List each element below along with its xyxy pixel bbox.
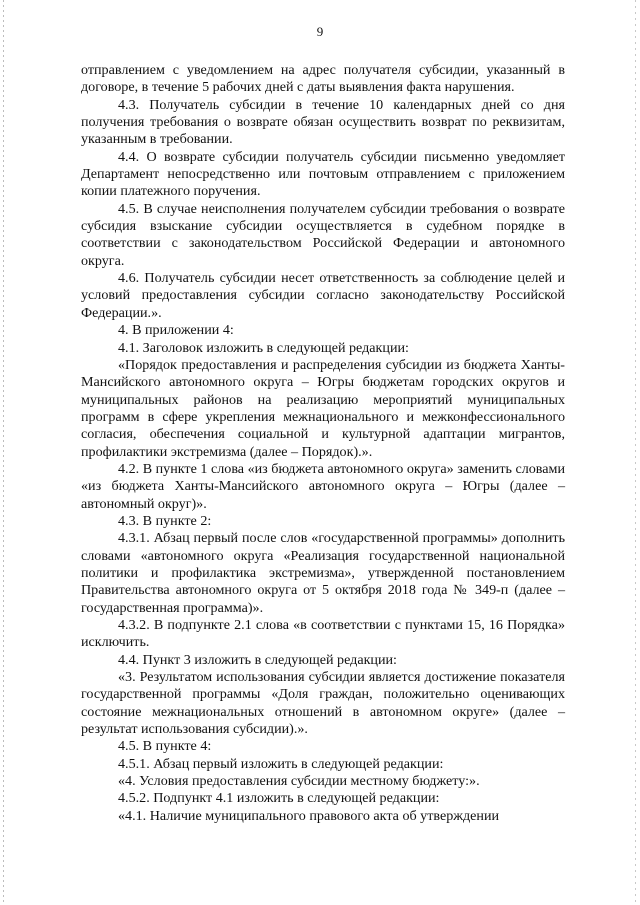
paragraph-4-2: 4.2. В пункте 1 слова «из бюджета автономного округа» заменить словами «из бюджета Ханты-Мансийского автономного округа – Югры (далее – автономный округ)».: [81, 460, 565, 512]
paragraph-continuation: отправлением с уведомлением на адрес получателя субсидии, указанный в договоре, в течение 5 рабочих дней с даты выявления факта нарушения.: [81, 62, 565, 96]
paragraph-4-6: 4.6. Получатель субсидии несет ответственность за соблюдение целей и условий предоставления субсидии согласно законодательству Российской Федерации.».: [81, 270, 565, 321]
paragraph-title-quote: «Порядок предоставления и распределения субсидии из бюджета Ханты-Мансийского автономного округа – Югры бюджетам городских округов и муниципальных районов на реализацию мероприятий муниципальных программ в сфере укрепления межнационального и межконфессионального согласия, обеспечения социальной и культурной адаптации мигрантов, профилактики экстремизма (далее – Порядок).».: [81, 356, 565, 460]
scan-right-edge: [635, 0, 636, 905]
scan-left-edge: [3, 0, 4, 905]
paragraph-4-3-item2: 4.3. В пункте 2:: [118, 512, 212, 529]
paragraph-4-1: 4.1. Заголовок изложить в следующей редакции:: [118, 339, 409, 356]
paragraph-4-5-1: 4.5.1. Абзац первый изложить в следующей редакции:: [118, 755, 444, 772]
paragraph-4-4: 4.4. О возврате субсидии получатель субсидии письменно уведомляет Департамент непосредственно или почтовым отправлением с приложением копии платежного поручения.: [81, 148, 565, 200]
paragraph-4-4-item3: 4.4. Пункт 3 изложить в следующей редакции:: [118, 651, 397, 668]
document-body: [81, 62, 565, 825]
paragraph-4-3-1: 4.3.1. Абзац первый после слов «государственной программы» дополнить словами «автономного округа «Реализация государственной национальной политики и профилактика экстремизма», утвержденной постановлением Правительства автономного округа от 5 октября 2018 года № 349-п (далее – государственная программа)».: [81, 530, 565, 616]
paragraph-4-5: 4.5. В случае неисполнения получателем субсидии требования о возврате субсидия взыскание субсидии осуществляется в судебном порядке в соответствии с законодательством Российской Федерации и автономного округа.: [81, 200, 565, 269]
paragraph-4-3: 4.3. Получатель субсидии в течение 10 календарных дней со дня получения требования о возврате обязан осуществить возврат по реквизитам, указанным в требовании.: [81, 96, 565, 148]
paragraph-item4-quote: «4. Условия предоставления субсидии местному бюджету:».: [118, 773, 480, 790]
paragraph-4-3-2: 4.3.2. В подпункте 2.1 слова «в соответствии с пунктами 15, 16 Порядка» исключить.: [81, 617, 565, 651]
page-number: 9: [316, 24, 324, 39]
paragraph-appendix-4: 4. В приложении 4:: [118, 322, 234, 339]
paragraph-4-5-2: 4.5.2. Подпункт 4.1 изложить в следующей редакции:: [118, 790, 440, 807]
paragraph-item3-quote: «3. Результатом использования субсидии является достижение показателя государственной программы «Доля граждан, положительно оценивающих состояние межнациональных отношений в автономном округе» (далее – результат использования субсидии).».: [81, 669, 565, 738]
paragraph-4-5-item4: 4.5. В пункте 4:: [118, 738, 212, 755]
paragraph-4-1-quote: «4.1. Наличие муниципального правового акта об утверждении: [118, 807, 500, 824]
